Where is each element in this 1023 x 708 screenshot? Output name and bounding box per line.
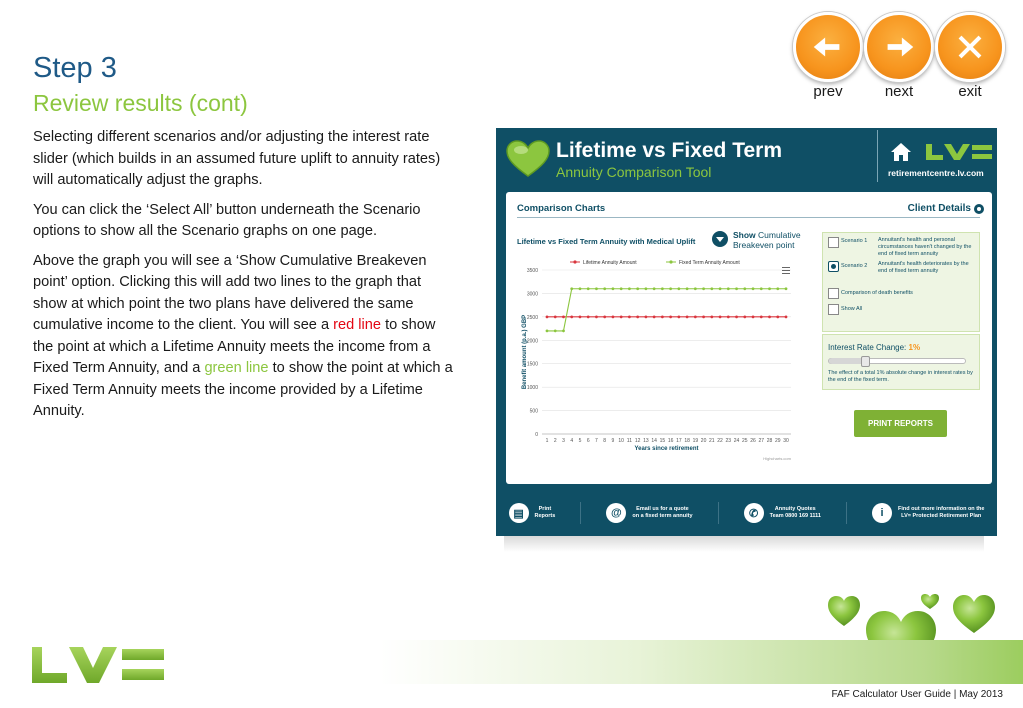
page-subtitle: Review results (cont) [33, 90, 248, 116]
y-tick-label: 1000 [526, 385, 538, 392]
data-point [776, 287, 779, 290]
data-point [776, 315, 779, 318]
data-point [743, 315, 746, 318]
chart-axes [522, 268, 792, 461]
data-point [768, 287, 771, 290]
site-url[interactable]: retirementcentre.lv.com [888, 168, 984, 178]
x-tick-label: 2 [553, 438, 557, 444]
data-point [702, 287, 705, 290]
annuity-line-chart [506, 260, 806, 482]
interest-panel [822, 334, 980, 390]
data-point [727, 287, 730, 290]
next-button[interactable] [864, 12, 934, 82]
footer-separator [846, 502, 847, 524]
interest-slider-handle[interactable] [861, 356, 870, 367]
data-point [694, 315, 697, 318]
interest-value: 1% [908, 343, 921, 352]
x-tick-label: 19 [692, 438, 699, 444]
chart-title: Lifetime vs Fixed Term Annuity with Medical Uplift [517, 237, 696, 246]
app-subtitle: Annuity Comparison Tool [556, 164, 712, 180]
prev-label[interactable]: prev [813, 83, 843, 100]
data-point [595, 315, 598, 318]
data-point [612, 287, 615, 290]
x-tick-label: 5 [578, 438, 582, 444]
footer-3-line2: Team 0800 169 1111 [769, 513, 821, 519]
x-tick-label: 18 [684, 438, 690, 444]
data-point [579, 315, 582, 318]
print-reports-link[interactable] [509, 503, 556, 523]
data-point [719, 315, 722, 318]
data-point [752, 315, 755, 318]
info-icon: i [872, 503, 892, 523]
scenario-1-desc: Annuitant's health and personal circumstances haven't changed by the end of fixed term annuity [878, 237, 972, 257]
chart-menu-icon[interactable] [782, 267, 790, 274]
legend-swatch-dot [669, 260, 672, 263]
show-all-checkbox[interactable] [828, 304, 839, 315]
legend-label: Lifetime Annuity Amount [583, 260, 637, 266]
footer-3-line1: Annuity Quotes [774, 506, 816, 512]
app-screenshot [496, 128, 997, 536]
data-point [677, 287, 680, 290]
data-point [628, 315, 631, 318]
annuity-quotes-link[interactable] [744, 503, 821, 523]
scenario-2-label[interactable]: Scenario 2 [841, 263, 868, 269]
footer-caption: FAF Calculator User Guide | May 2013 [831, 689, 1003, 700]
printer-icon: ▤ [509, 503, 529, 523]
x-tick-label: 29 [774, 438, 781, 444]
x-tick-label: 14 [651, 438, 657, 444]
scenario-1-checkbox[interactable] [828, 237, 839, 248]
x-tick-label: 10 [618, 438, 624, 444]
email-quote-link[interactable] [606, 503, 692, 523]
data-point [603, 315, 606, 318]
data-point [644, 315, 647, 318]
interest-slider-fill [829, 358, 865, 364]
main-panel [506, 192, 992, 484]
interest-label [828, 343, 920, 352]
interest-note: The effect of a total 1% absolute change in interest rates by the end of the fixed term. [828, 370, 973, 383]
death-benefits-checkbox[interactable] [828, 288, 839, 299]
header-divider [877, 130, 878, 182]
interest-slider-track[interactable] [828, 358, 966, 364]
toggle-dot-icon [977, 207, 981, 211]
data-point [710, 315, 713, 318]
data-point [628, 287, 631, 290]
data-point [587, 287, 590, 290]
x-tick-label: 28 [766, 438, 773, 444]
y-tick-label: 3000 [526, 291, 538, 298]
data-point [562, 315, 565, 318]
app-footer [496, 498, 997, 528]
y-tick-label: 0 [535, 432, 538, 438]
exit-nav[interactable] [935, 12, 1005, 100]
x-tick-label: 26 [750, 438, 756, 444]
heart-logo-icon [506, 140, 550, 178]
comparison-charts-heading: Comparison Charts [517, 203, 606, 214]
body-text [33, 127, 458, 431]
red-line-text: red line [333, 317, 382, 333]
right-heart-icon [953, 595, 995, 633]
data-point [661, 287, 664, 290]
x-tick-label: 21 [709, 438, 715, 444]
y-tick-label: 500 [529, 408, 538, 415]
data-point [570, 315, 573, 318]
data-point [669, 315, 672, 318]
show-all-label[interactable]: Show All [841, 306, 863, 312]
data-point [686, 315, 689, 318]
footer-2-line2: on a fixed term annuity [632, 513, 693, 519]
data-point [546, 315, 549, 318]
data-point [752, 287, 755, 290]
data-point [735, 287, 738, 290]
x-tick-label: 23 [725, 438, 732, 444]
data-point [546, 330, 549, 333]
chevron-down-icon [712, 231, 728, 247]
x-tick-label: 15 [659, 438, 666, 444]
interest-label-text: Interest Rate Change: [828, 343, 907, 352]
app-title: Lifetime vs Fixed Term [556, 139, 783, 162]
data-point [694, 287, 697, 290]
client-details-toggle[interactable] [974, 204, 984, 214]
x-tick-label: 17 [676, 438, 682, 444]
screenshot-shadow [504, 536, 984, 552]
x-tick-label: 12 [634, 438, 641, 444]
tiny-heart-icon [921, 594, 939, 609]
data-point [636, 315, 639, 318]
scenario-2-desc: Annuitant's health deteriorates by the end of fixed term annuity [878, 261, 969, 274]
paragraph-2: You can click the ‘Select All’ button underneath the Scenario options to show all the Scenario graphs on one page. [33, 201, 421, 239]
data-point [620, 315, 623, 318]
data-point [554, 315, 557, 318]
data-point [760, 315, 763, 318]
print-reports-button[interactable]: PRINT REPORTS [854, 410, 947, 437]
paragraph-1: Selecting different scenarios and/or adjusting the interest rate slider (which builds in an assumed future uplift to annuity rates) will automatically adjust the graphs. [33, 129, 441, 188]
x-tick-label: 24 [733, 438, 740, 444]
x-tick-label: 22 [717, 438, 723, 444]
data-point [686, 287, 689, 290]
x-tick-label: 11 [626, 438, 633, 444]
data-point [669, 287, 672, 290]
data-point [644, 287, 647, 290]
x-tick-label: 4 [570, 438, 574, 444]
x-tick-label: 30 [783, 438, 789, 444]
data-point [587, 315, 590, 318]
y-tick-label: 2500 [526, 314, 538, 321]
footer-separator [580, 502, 581, 524]
footer-4-line2: LV= Protected Retirement Plan [901, 513, 982, 519]
client-details-link[interactable]: Client Details [907, 203, 971, 214]
data-point [760, 287, 763, 290]
data-point [702, 315, 705, 318]
small-heart-icon [828, 596, 860, 626]
data-point [636, 287, 639, 290]
scenario-panel [822, 232, 980, 332]
next-label[interactable]: next [884, 83, 914, 100]
chart-grid [542, 270, 791, 434]
data-point [653, 315, 656, 318]
x-tick-label: 9 [611, 438, 615, 444]
x-tick-label: 1 [545, 438, 549, 444]
paragraph-3-part-c: to show the point at which a Fixed Term Annuity meets the income provided by a Lifetime Annuity. [33, 360, 453, 419]
show-breakeven-toggle[interactable] [712, 231, 728, 247]
x-tick-label: 3 [562, 438, 565, 444]
email-at-icon: @ [606, 503, 626, 523]
paragraph-3 [33, 251, 458, 423]
lv-logo [924, 143, 994, 161]
data-point [579, 287, 582, 290]
data-point [785, 315, 788, 318]
arrow-right-icon [880, 28, 918, 66]
chart-legend[interactable] [570, 260, 740, 266]
x-tick-label: 25 [742, 438, 748, 444]
chart-series [546, 287, 788, 332]
checked-icon [831, 264, 836, 269]
data-point [570, 287, 573, 290]
data-point [743, 287, 746, 290]
x-tick-label: 13 [643, 438, 649, 444]
chart-credit: Highcharts.com [763, 456, 791, 461]
scenario-1-label[interactable]: Scenario 1 [841, 238, 868, 244]
paragraph-3-part-a: Above the graph you will see a ‘Show Cumulative Breakeven point’ option. Clicking this will add two lines to the graph that show at which point the two plans have delivered the same cumulative income to the client. You will see a [33, 252, 427, 333]
data-point [719, 287, 722, 290]
footer-1-line1: Print [538, 506, 552, 512]
x-tick-label: 6 [586, 438, 590, 444]
green-line-text: green line [204, 360, 269, 376]
more-info-link[interactable] [872, 503, 984, 523]
arrow-left-icon [809, 28, 847, 66]
data-point [554, 330, 557, 333]
bottom-gradient-band [380, 640, 1023, 684]
legend-label: Fixed Term Annuity Amount [679, 260, 740, 266]
y-tick-label: 3500 [526, 268, 538, 274]
show-line2: Breakeven point [733, 240, 795, 250]
footer-separator [718, 502, 719, 524]
footer-2-line1: Email us for a quote [636, 506, 689, 512]
lv-brand-logo [31, 646, 165, 684]
show-breakeven-label[interactable] [733, 230, 801, 250]
y-axis-title: Benefit amount (p.a.) GBP [522, 314, 528, 390]
data-point [661, 315, 664, 318]
y-tick-label: 1500 [526, 361, 538, 368]
prev-nav[interactable] [793, 12, 863, 100]
footer-4-line1: Find out more information on the [897, 506, 985, 512]
phone-icon: ✆ [744, 503, 764, 523]
footer-1-line2: Reports [534, 513, 556, 519]
data-point [785, 287, 788, 290]
legend-swatch-dot [573, 260, 576, 263]
page-title: Step 3 [33, 52, 117, 84]
data-point [735, 315, 738, 318]
data-point [768, 315, 771, 318]
death-benefits-label[interactable]: Comparison of death benefits [841, 290, 913, 296]
data-point [677, 315, 680, 318]
prev-button[interactable] [793, 12, 863, 82]
scenario-2-checkbox[interactable] [828, 261, 839, 272]
close-icon [951, 28, 989, 66]
show-bold: Show [733, 230, 756, 240]
x-tick-label: 27 [758, 438, 765, 444]
x-tick-label: 7 [595, 438, 598, 444]
data-point [603, 287, 606, 290]
section-divider [517, 217, 980, 218]
data-point [620, 287, 623, 290]
data-point [653, 287, 656, 290]
series-line [547, 289, 786, 331]
home-icon[interactable] [890, 142, 912, 162]
x-tick-label: 8 [603, 438, 607, 444]
data-point [595, 287, 598, 290]
exit-button[interactable] [935, 12, 1005, 82]
show-rest: Cumulative [758, 230, 801, 240]
data-point [562, 330, 565, 333]
x-tick-label: 20 [700, 438, 707, 444]
y-tick-label: 2000 [526, 338, 538, 345]
x-tick-label: 16 [667, 438, 674, 444]
data-point [727, 315, 730, 318]
exit-label[interactable]: exit [958, 83, 982, 100]
data-point [612, 315, 615, 318]
x-axis-title: Years since retirement [634, 446, 699, 452]
paragraph-3-part-b: to show the point at which a Lifetime Annuity meets the income from a Fixed Term Annuity, and a [33, 317, 436, 376]
data-point [710, 287, 713, 290]
next-nav[interactable] [864, 12, 934, 100]
